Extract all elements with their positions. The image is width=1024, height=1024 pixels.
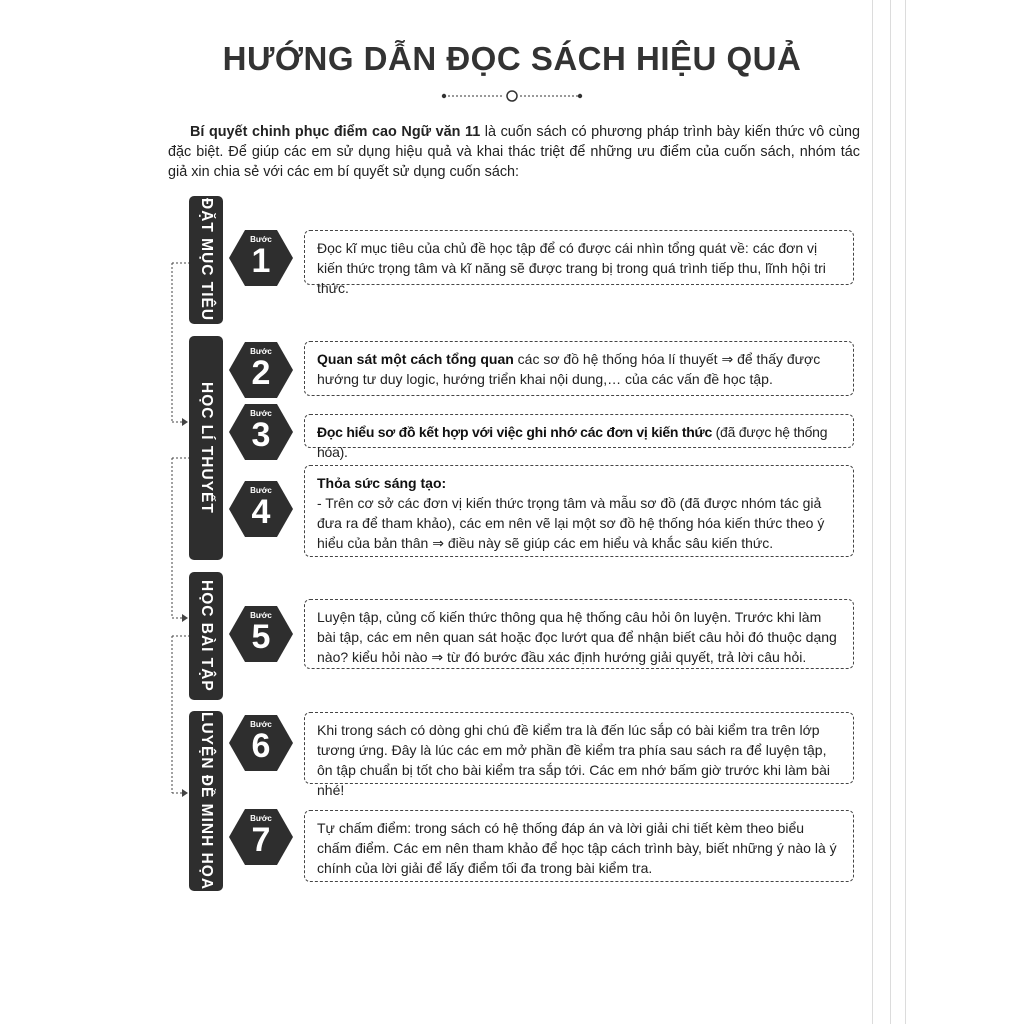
step-text: Tự chấm điểm: trong sách có hệ thống đáp án và lời giải chi tiết kèm theo biểu chấm điểm. Các em nên tham khảo để học tập cách trình bày, biết những ý nào là ý chính của lời giải để lấy điểm tối đa trong bài kiểm tra. xyxy=(317,820,837,876)
page-edge-line xyxy=(872,0,873,1024)
step-box-4 xyxy=(304,465,854,557)
step-number: 3 xyxy=(251,416,271,454)
stage-bar-luyen-de-minh-hoa: LUYỆN ĐỀ MINH HỌA xyxy=(189,711,223,891)
step-label: Bước xyxy=(250,611,272,620)
page-title: HƯỚNG DẪN ĐỌC SÁCH HIỆU QUẢ xyxy=(222,40,802,77)
step-hexagon-6 xyxy=(228,714,294,772)
step-label: Bước xyxy=(250,814,272,823)
stage-bar-hoc-li-thuyet: HỌC LÍ THUYẾT xyxy=(189,336,223,560)
stage-bar-dat-muc-tieu: ĐẶT MỤC TIÊU xyxy=(189,196,223,324)
step-number: 4 xyxy=(251,493,271,531)
step-text: - Trên cơ sở các đơn vị kiến thức trọng tâm và mẫu sơ đồ (đã được nhóm tác giả đưa ra để tham khảo), các em nên vẽ lại một sơ đồ hệ thống hóa kiến thức theo ý hiểu của bản thân ⇒ điều này sẽ giúp các em hiểu và khắc sâu kiến thức. xyxy=(317,495,825,551)
step-label: Bước xyxy=(250,720,272,729)
page-edge-line xyxy=(890,0,891,1024)
step-hexagon-5 xyxy=(228,605,294,663)
stage-bar-hoc-bai-tap: HỌC BÀI TẬP xyxy=(189,572,223,700)
step-box-6 xyxy=(304,712,854,798)
step-text: Đọc kĩ mục tiêu của chủ đề học tập để có được cái nhìn tổng quát về: các đơn vị kiến thức trọng tâm và kĩ năng sẽ được trang bị trong quá trình tiếp thu, lĩnh hội tri thức. xyxy=(317,240,826,296)
step-box-3 xyxy=(304,414,854,460)
step-text: (đã được hệ thống hóa). xyxy=(317,424,828,460)
step-box-5 xyxy=(304,599,854,669)
step-text: Luyện tập, củng cố kiến thức thông qua hệ thống câu hỏi ôn luyện. Trước khi làm bài tập, các em nên quan sát hoặc đọc lướt qua để nhận biết câu hỏi đó thuộc dạng nào? kiểu hỏi nào ⇒ từ đó bước đầu xác định hướng giải quyết, trả lời câu hỏi. xyxy=(317,609,837,665)
step-label: Bước xyxy=(250,347,272,356)
intro-bold: Bí quyết chinh phục điểm cao Ngữ văn 11 xyxy=(190,124,481,140)
step-label: Bước xyxy=(250,409,272,418)
step-number: 2 xyxy=(251,354,271,392)
step-bold-text: Quan sát một cách tổng quan xyxy=(317,351,514,367)
step-label: Bước xyxy=(250,486,272,495)
step-number: 7 xyxy=(251,821,271,859)
step-number: 1 xyxy=(251,242,271,280)
step-bold-text: Thỏa sức sáng tạo: xyxy=(317,475,447,491)
step-bold-text: Đọc hiểu sơ đồ kết hợp với việc ghi nhớ các đơn vị kiến thức xyxy=(317,424,712,440)
intro-text: là cuốn sách có phương pháp trình bày kiến thức vô cùng đặc biệt. Để giúp các em sử dụng hiệu quả và khai thác triệt để những ưu điểm của cuốn sách, nhóm tác giả xin chia sẻ với các em bí quyết sử dụng cuốn sách: xyxy=(168,124,860,180)
step-hexagon-1 xyxy=(228,229,294,287)
step-hexagon-2 xyxy=(228,341,294,399)
step-hexagon-3 xyxy=(228,403,294,461)
step-text: Khi trong sách có dòng ghi chú đề kiểm tra là đến lúc sắp có bài kiểm tra trên lớp tương ứng. Đây là lúc các em mở phần đề kiểm tra phía sau sách ra để luyện tập, ôn tập chuẩn bị tốt cho bài kiểm tra sắp tới. Các em nhớ bấm giờ trước khi làm bài nhé! xyxy=(317,722,830,798)
step-hexagon-4 xyxy=(228,480,294,538)
step-box-1 xyxy=(304,230,854,296)
title-ornament xyxy=(440,88,584,104)
step-box-7 xyxy=(304,810,854,882)
step-box-2 xyxy=(304,341,854,396)
step-number: 5 xyxy=(251,618,271,656)
step-hexagon-7 xyxy=(228,808,294,866)
step-text: các sơ đồ hệ thống hóa lí thuyết ⇒ để thấy được hướng tư duy logic, hướng triển khai nội dung,… của các vấn đề học tập. xyxy=(317,351,821,387)
intro-paragraph xyxy=(168,122,860,182)
step-label: Bước xyxy=(250,235,272,244)
page-edge-line xyxy=(905,0,906,1024)
step-number: 6 xyxy=(251,727,271,765)
